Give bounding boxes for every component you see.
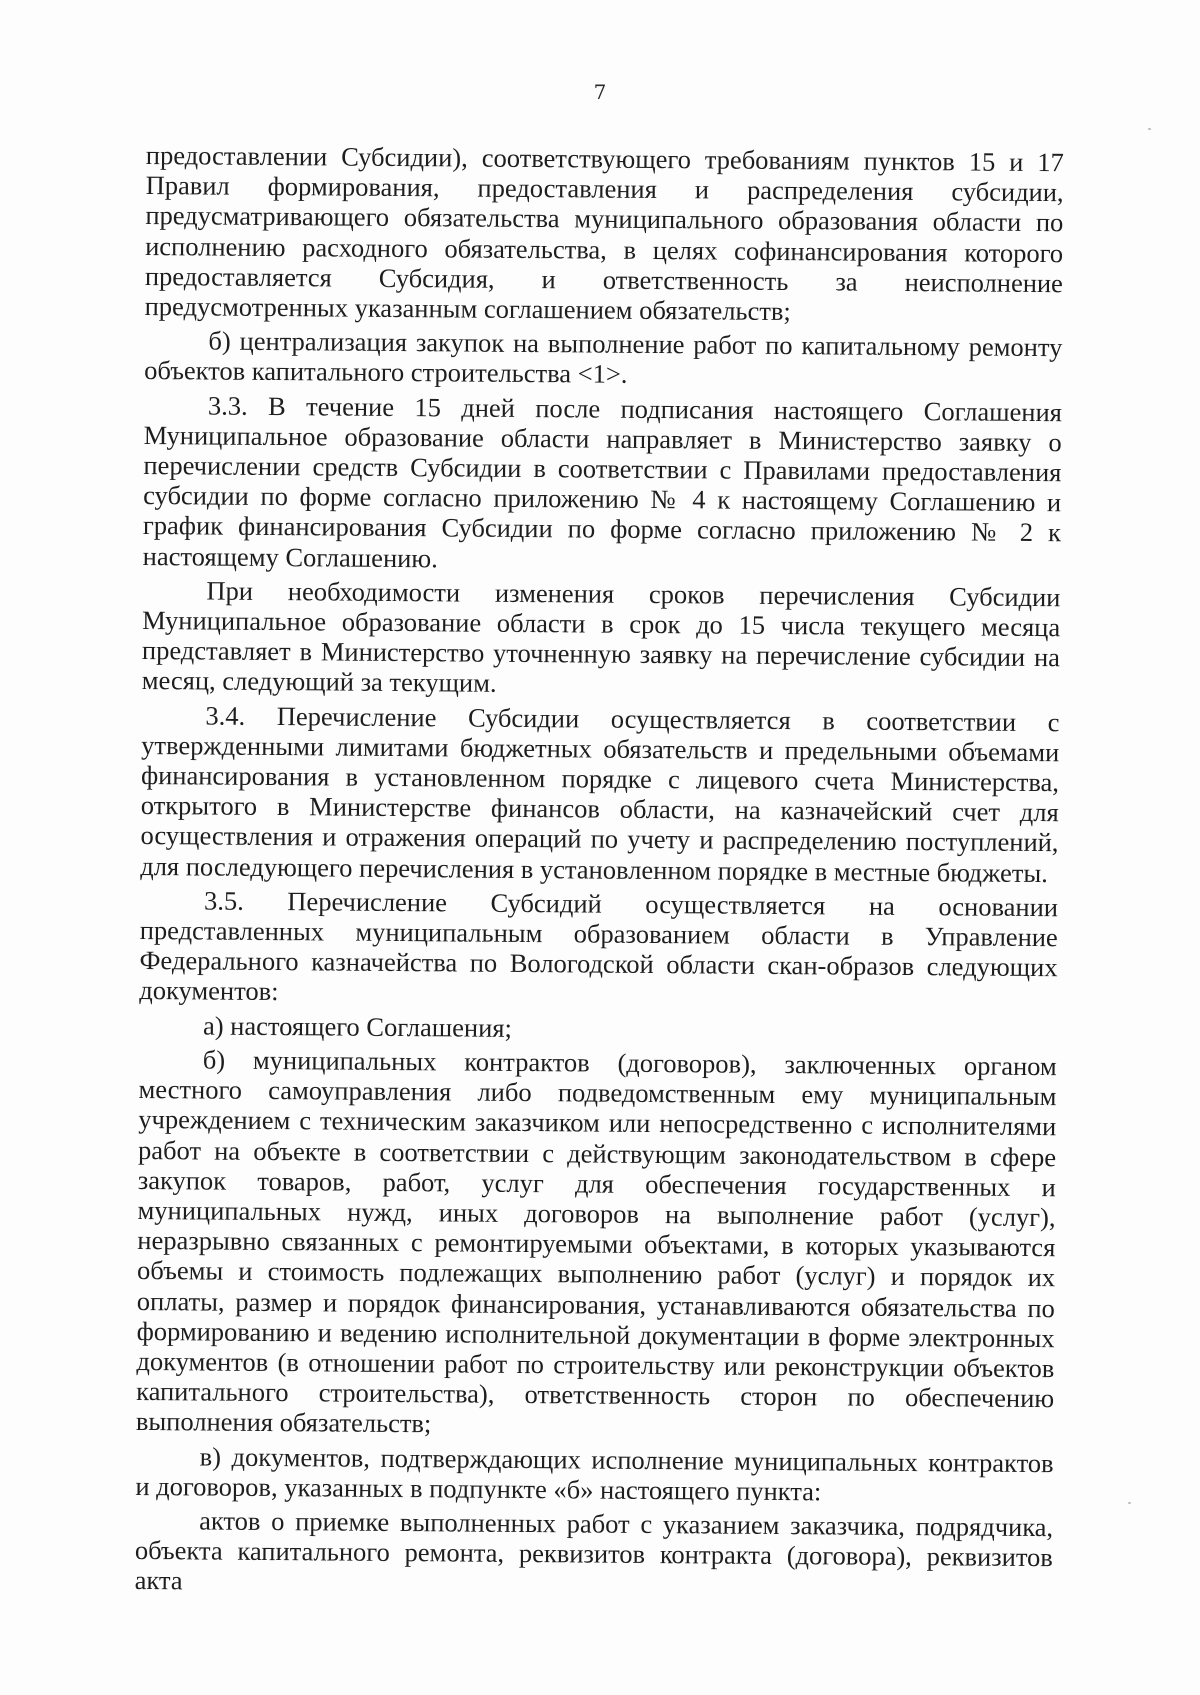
page-number: 7 xyxy=(593,80,607,104)
paragraph-3-5-documents: 3.5. Перечисление Субсидий осуществляется на основании представленных муниципальным образованием области в Управление Федерального казначейства по Вологодской области скан-образов следующих документов: xyxy=(139,885,1059,1007)
list-item-b-contracts: б) муниципальных контрактов (договоров), заключенных органом местного самоуправления либо подведомственным ему муниципальным учреждением с техническим заказчиком или непосредственно с исполнителями работ на объекте в соответствии с действующим законодательством в сфере закупок товаров, работ, услуг для обеспечения государственных и муниципальных нужд, иных договоров на выполнение работ (услуг), неразрывно связанных с ремонтируемыми объектами, в которых указываются объемы и стоимость подлежащих выполнению работ (услуг) и порядок их оплаты, размер и порядок финансирования, устанавливаются обязательства по формированию и ведению исполнительной документации в форме электронных документов (в отношении работ по строительству или реконструкции объектов капитального строительства), ответственность сторон по обеспечению выполнения обязательств; xyxy=(135,1044,1057,1439)
scan-speck xyxy=(1128,1502,1131,1504)
document-body xyxy=(135,140,1064,1607)
paragraph-3-3-application: 3.3. В течение 15 дней после подписания настоящего Соглашения Муниципальное образование области направляет в Министерство заявку о перечислении средств Субсидии в соответствии с Правилами предоставления субсидии по форме согласно приложению № 4 к настоящему Соглашению и график финансирования Субсидии по форме согласно приложению № 2 к настоящему Соглашению. xyxy=(142,390,1063,573)
list-item-v-confirming-documents: в) документов, подтверждающих исполнение муниципальных контрактов и договоров, указанных в подпункте «б» настоящего пункта: xyxy=(135,1440,1054,1507)
paragraph-procurement-centralization: б) централизация закупок на выполнение работ по капитальному ремонту объектов капитального строительства <1>. xyxy=(144,325,1063,390)
scan-speck xyxy=(1148,128,1151,130)
paragraph-schedule-change: При необходимости изменения сроков перечисления Субсидии Муниципальное образование области в срок до 15 числа текущего месяца представляет в Министерство уточненную заявку на перечисление субсидии на месяц, следующий за текущим. xyxy=(141,575,1061,699)
paragraph-acceptance-acts: актов о приемке выполненных работ с указанием заказчика, подрядчика, объекта капитального ремонта, реквизитов контракта (договора), реквизитов акта xyxy=(134,1505,1054,1596)
paragraph-subsidy-agreement-terms: предоставлении Субсидии), соответствующего требованиям пунктов 15 и 17 Правил формирования, предоставления и распределения субсидии, предусматривающего обязательства муниципального образования области по исполнению расходного обязательства, в целях софинансирования которого предоставляется Субсидия, и ответственность за неисполнение предусмотренных указанным соглашением обязательств; xyxy=(144,140,1064,327)
paragraph-3-4-transfer: 3.4. Перечисление Субсидии осуществляется в соответствии с утвержденными лимитами бюджетных обязательств и предельными объемами финансирования в установленном порядке с лицевого счета Министерства, открытого в Министерстве финансов области, на казначейский счет для осуществления и отражения операций по учету и распределению поступлений, для последующего перечисления в установленном порядке в местные бюджеты. xyxy=(140,700,1060,888)
list-item-a-agreement: а) настоящего Соглашения; xyxy=(202,1010,513,1043)
